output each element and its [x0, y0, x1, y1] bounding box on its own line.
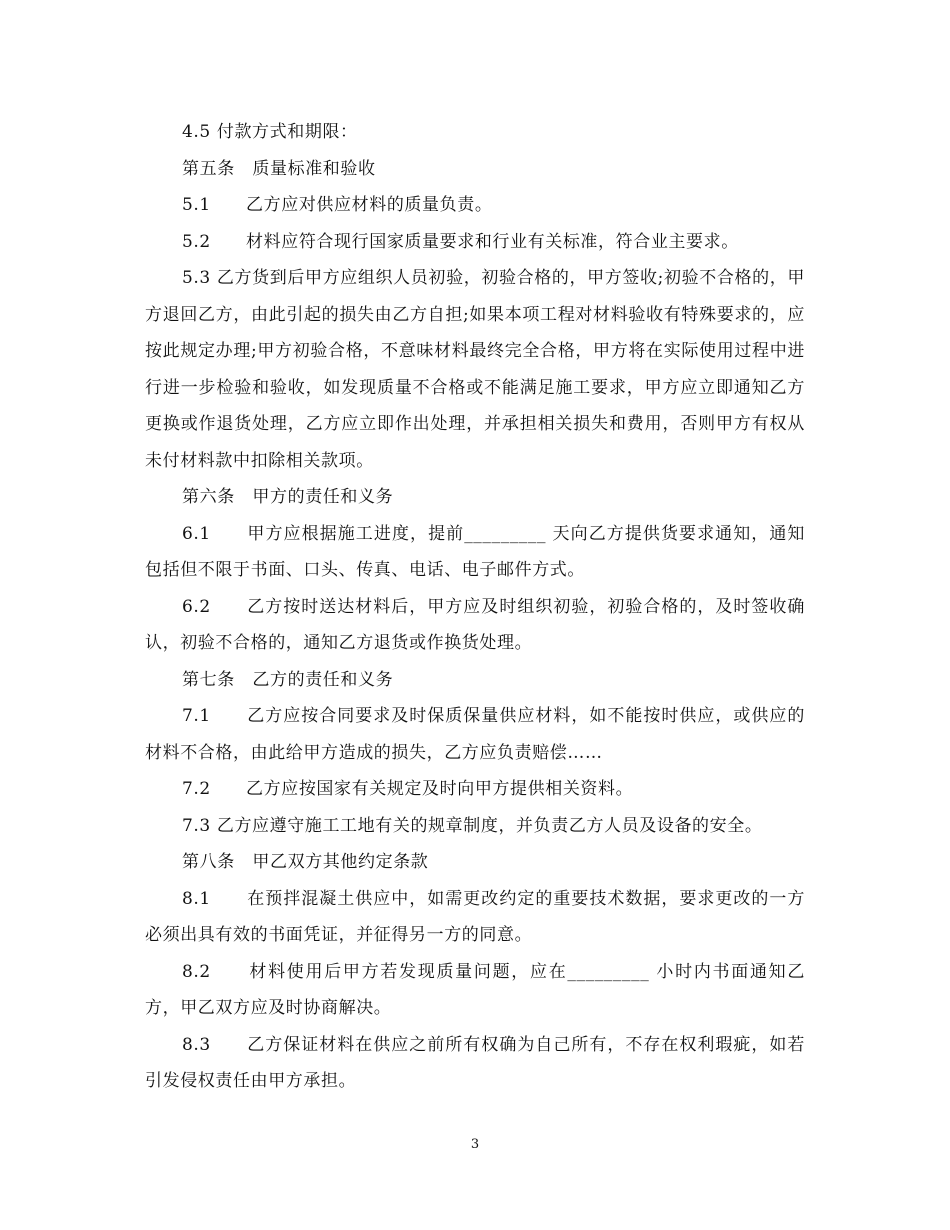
heading-article-7: 第七条 乙方的责任和义务 — [182, 669, 394, 690]
paragraph-4-5-payment: 4.5 付款方式和期限： — [182, 122, 358, 142]
paragraph-5-1: 5.1 乙方应对供应材料的质量负责。 — [182, 195, 493, 215]
paragraph-5-3: 5.3 乙方货到后甲方应组织人员初验，初验合格的，甲方签收;初验不合格的，甲方退回乙方，由此引起的损失由乙方自担;如果本项工程对材料验收有特殊要求的，应按此规定办理;甲方初验合格，不意味材料最终完全合格，甲方将在实际使用过程中进行进一步检验和验收，如发现质量不合格或不能满足施工要求，甲方应立即通知乙方更换或作退货处理，乙方应立即作出处理，并承担相关损失和费用，否则甲方有权从未付材料款中扣除相关款项。 — [145, 268, 805, 471]
paragraph-5-2: 5.2 材料应符合现行国家质量要求和行业有关标准，符合业主要求。 — [182, 231, 739, 252]
page-number: 3 — [470, 1137, 480, 1152]
heading-article-6: 第六条 甲方的责任和义务 — [182, 487, 394, 507]
paragraph-8-2: 8.2 材料使用后甲方若发现质量问题，应在_________ 小时内书面通知乙方，甲乙双方应及时协商解决。 — [145, 961, 805, 1018]
paragraph-7-1: 7.1 乙方应按合同要求及时保质保量供应材料，如不能按时供应，或供应的材料不合格，由此给甲方造成的损失，乙方应负责赔偿…… — [145, 706, 805, 763]
paragraph-6-1: 6.1 甲方应根据施工进度，提前_________ 天向乙方提供货要求通知，通知包括但不限于书面、口头、传真、电话、电子邮件方式。 — [145, 523, 805, 580]
paragraph-6-2: 6.2 乙方按时送达材料后，甲方应及时组织初验，初验合格的，及时签收确认，初验不合格的，通知乙方退货或作换货处理。 — [145, 596, 805, 653]
paragraph-8-1: 8.1 在预拌混凝土供应中，如需更改约定的重要技术数据，要求更改的一方必须出具有效的书面凭证，并征得另一方的同意。 — [145, 888, 805, 945]
document-body — [145, 114, 805, 1100]
heading-article-8: 第八条 甲乙双方其他约定条款 — [182, 852, 429, 872]
heading-article-5: 第五条 质量标准和验收 — [182, 158, 376, 179]
paragraph-8-3: 8.3 乙方保证材料在供应之前所有权确为自己所有，不存在权利瑕疵，如若引发侵权责任由甲方承担。 — [145, 1034, 805, 1091]
paragraph-7-2: 7.2 乙方应按国家有关规定及时向甲方提供相关资料。 — [182, 779, 634, 799]
paragraph-7-3: 7.3 乙方应遵守施工工地有关的规章制度，并负责乙方人员及设备的安全。 — [182, 815, 763, 836]
